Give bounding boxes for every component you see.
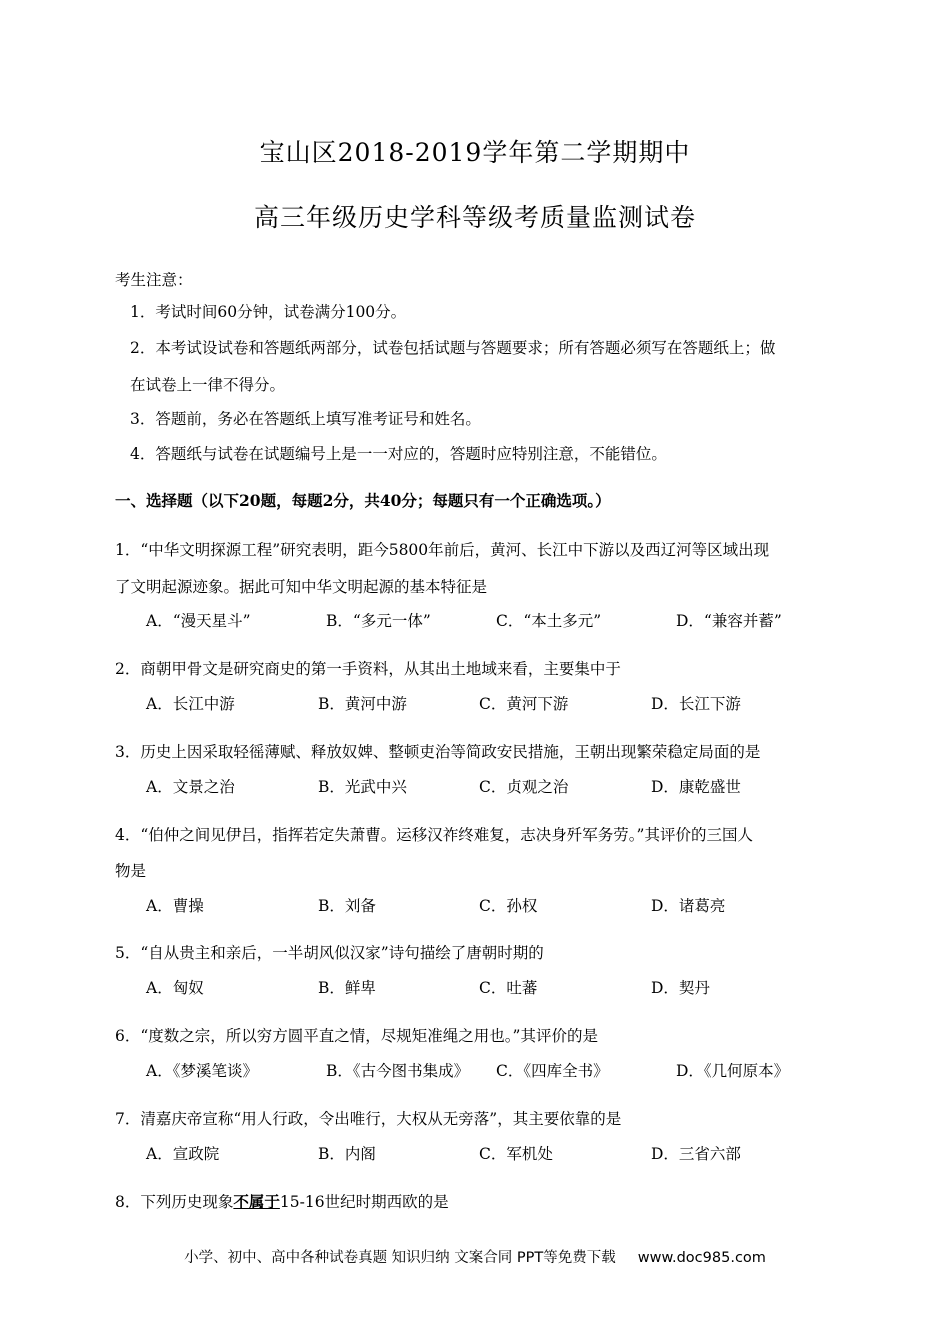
- title-line-1: 宝山区2018-2019学年第二学期期中: [259, 138, 691, 167]
- section-heading: 一、选择题（以下20题，每题2分，共40分；每题只有一个正确选项。）: [115, 491, 611, 510]
- question-3-option-d: D．康乾盛世: [651, 778, 741, 796]
- question-7-option-d: D．三省六部: [651, 1145, 741, 1163]
- question-7-option-b: B．内阁: [318, 1145, 376, 1163]
- footer-text: 小学、初中、高中各种试卷真题 知识归纳 文案合同 PPT等免费下载: [184, 1250, 616, 1266]
- question-7-option-c: C．军机处: [479, 1145, 553, 1163]
- notice-item: 4．答题纸与试卷在试题编号上是一一对应的，答题时应特别注意，不能错位。: [130, 445, 667, 463]
- question-2-option-c: C．黄河下游: [479, 695, 569, 713]
- question-5-option-a: A．匈奴: [146, 979, 204, 997]
- question-4-option-a: A．曹操: [146, 897, 204, 915]
- question-8-line-1: [115, 1192, 449, 1212]
- notice-heading: 考生注意：: [115, 271, 193, 289]
- question-5-line-1: 5．“自从贵主和亲后，一半胡风似汉家”诗句描绘了唐朝时期的: [115, 944, 544, 962]
- question-4-line-2: 物是: [115, 862, 147, 880]
- question-1-option-b: B．“多元一体”: [326, 612, 431, 630]
- question-8-prefix: 8．下列历史现象: [115, 1193, 234, 1211]
- question-6-option-b: B．《古今图书集成》: [326, 1062, 470, 1080]
- question-6-option-a: A．《梦溪笔谈》: [146, 1062, 258, 1080]
- question-6-option-c: C．《四库全书》: [496, 1062, 609, 1080]
- question-3-option-a: A．文景之治: [146, 778, 235, 796]
- question-4-option-c: C．孙权: [479, 897, 538, 915]
- question-8-suffix: 15-16世纪时期西欧的是: [279, 1193, 449, 1211]
- notice-item: 1．考试时间60分钟，试卷满分100分。: [130, 303, 407, 321]
- page-footer: [0, 1246, 950, 1267]
- question-4-line-1: 4．“伯仲之间见伊吕，指挥若定失萧曹。运移汉祚终难复，志决身歼军务劳。”其评价的三国人: [115, 826, 753, 844]
- question-6-option-d: D．《几何原本》: [676, 1062, 790, 1080]
- question-1-line-2: 了文明起源迹象。据此可知中华文明起源的基本特征是: [115, 578, 488, 596]
- notice-item: 3．答题前，务必在答题纸上填写准考证号和姓名。: [130, 410, 481, 428]
- question-3-line-1: 3．历史上因采取轻徭薄赋、释放奴婢、整顿吏治等简政安民措施，王朝出现繁荣稳定局面的是: [115, 743, 761, 761]
- question-7-option-a: A．宣政院: [146, 1145, 220, 1163]
- notice-item: 2．本考试设试卷和答题纸两部分，试卷包括试题与答题要求；所有答题必须写在答题纸上；做: [130, 339, 776, 357]
- question-8-emphasis: 不属于: [233, 1192, 280, 1211]
- question-3-option-b: B．光武中兴: [318, 778, 407, 796]
- question-1-option-c: C．“本土多元”: [496, 612, 602, 630]
- footer-url[interactable]: www.doc985.com: [637, 1250, 766, 1266]
- question-2-option-d: D．长江下游: [651, 695, 741, 713]
- title-line-2: 高三年级历史学科等级考质量监测试卷: [253, 203, 696, 232]
- question-2-option-b: B．黄河中游: [318, 695, 407, 713]
- question-1-option-a: A．“漫天星斗”: [146, 612, 251, 630]
- question-6-line-1: 6．“度数之宗，所以穷方圆平直之情，尽规矩准绳之用也。”其评价的是: [115, 1027, 598, 1045]
- question-5-option-b: B．鲜卑: [318, 979, 376, 997]
- question-2-option-a: A．长江中游: [146, 695, 235, 713]
- question-1-option-d: D．“兼容并蓄”: [676, 612, 782, 630]
- question-4-option-b: B．刘备: [318, 897, 376, 915]
- question-5-option-c: C．吐蕃: [479, 979, 538, 997]
- notice-item: 在试卷上一律不得分。: [130, 376, 286, 394]
- question-4-option-d: D．诸葛亮: [651, 897, 726, 915]
- question-3-option-c: C．贞观之治: [479, 778, 569, 796]
- question-2-line-1: 2．商朝甲骨文是研究商史的第一手资料，从其出土地域来看，主要集中于: [115, 660, 621, 678]
- question-7-line-1: 7．清嘉庆帝宣称“用人行政，令出唯行，大权从无旁落”，其主要依靠的是: [115, 1110, 622, 1128]
- question-1-line-1: 1．“中华文明探源工程”研究表明，距今5800年前后，黄河、长江中下游以及西辽河等区域出现: [115, 541, 770, 559]
- question-5-option-d: D．契丹: [651, 979, 710, 997]
